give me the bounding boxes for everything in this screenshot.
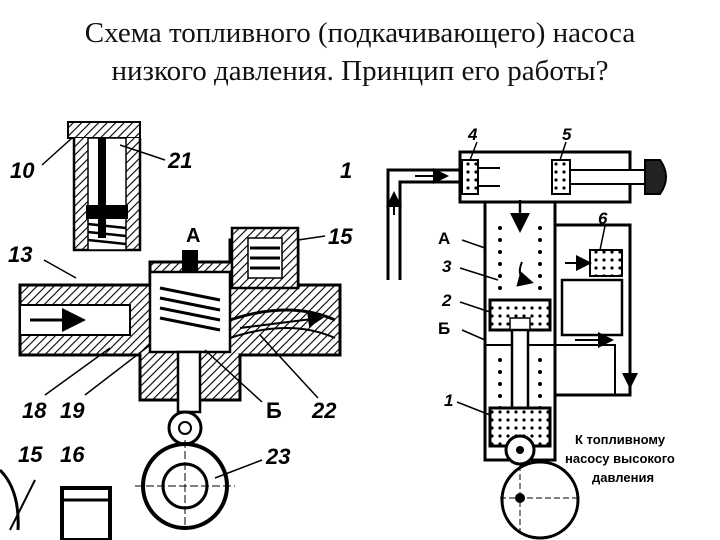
label-21: 21 — [168, 148, 193, 173]
label-1-right: 1 — [444, 391, 454, 410]
caption-line-2: насосу высокого — [565, 451, 675, 466]
caption-line-3: давления — [592, 470, 655, 485]
label-10: 10 — [10, 158, 35, 183]
label-18: 18 — [22, 398, 47, 423]
label-16: 16 — [60, 442, 85, 467]
caption-line-1: К топливному — [575, 432, 666, 447]
label-2: 2 — [442, 291, 452, 310]
label-B-right: Б — [438, 319, 451, 338]
label-6: 6 — [598, 209, 608, 228]
label-A-left: А — [186, 225, 201, 247]
label-5: 5 — [562, 125, 572, 144]
label-19: 19 — [60, 398, 85, 423]
label-3: 3 — [442, 257, 452, 276]
title-line-2: низкого давления. Принцип его работы? — [111, 55, 609, 87]
label-B-left: Б — [266, 398, 282, 423]
left-pump-diagram — [0, 122, 353, 540]
right-pump-diagram — [388, 125, 675, 538]
label-A-right: А — [438, 229, 451, 248]
label-15-bottom: 15 — [18, 442, 43, 467]
label-13: 13 — [8, 242, 33, 267]
label-22: 22 — [312, 398, 337, 423]
label-1: 1 — [340, 158, 353, 183]
title-line-1: Схема топливного (подкачивающего) насоса — [84, 17, 636, 49]
label-15: 15 — [328, 224, 353, 249]
label-23: 23 — [266, 444, 291, 469]
label-4: 4 — [468, 125, 478, 144]
